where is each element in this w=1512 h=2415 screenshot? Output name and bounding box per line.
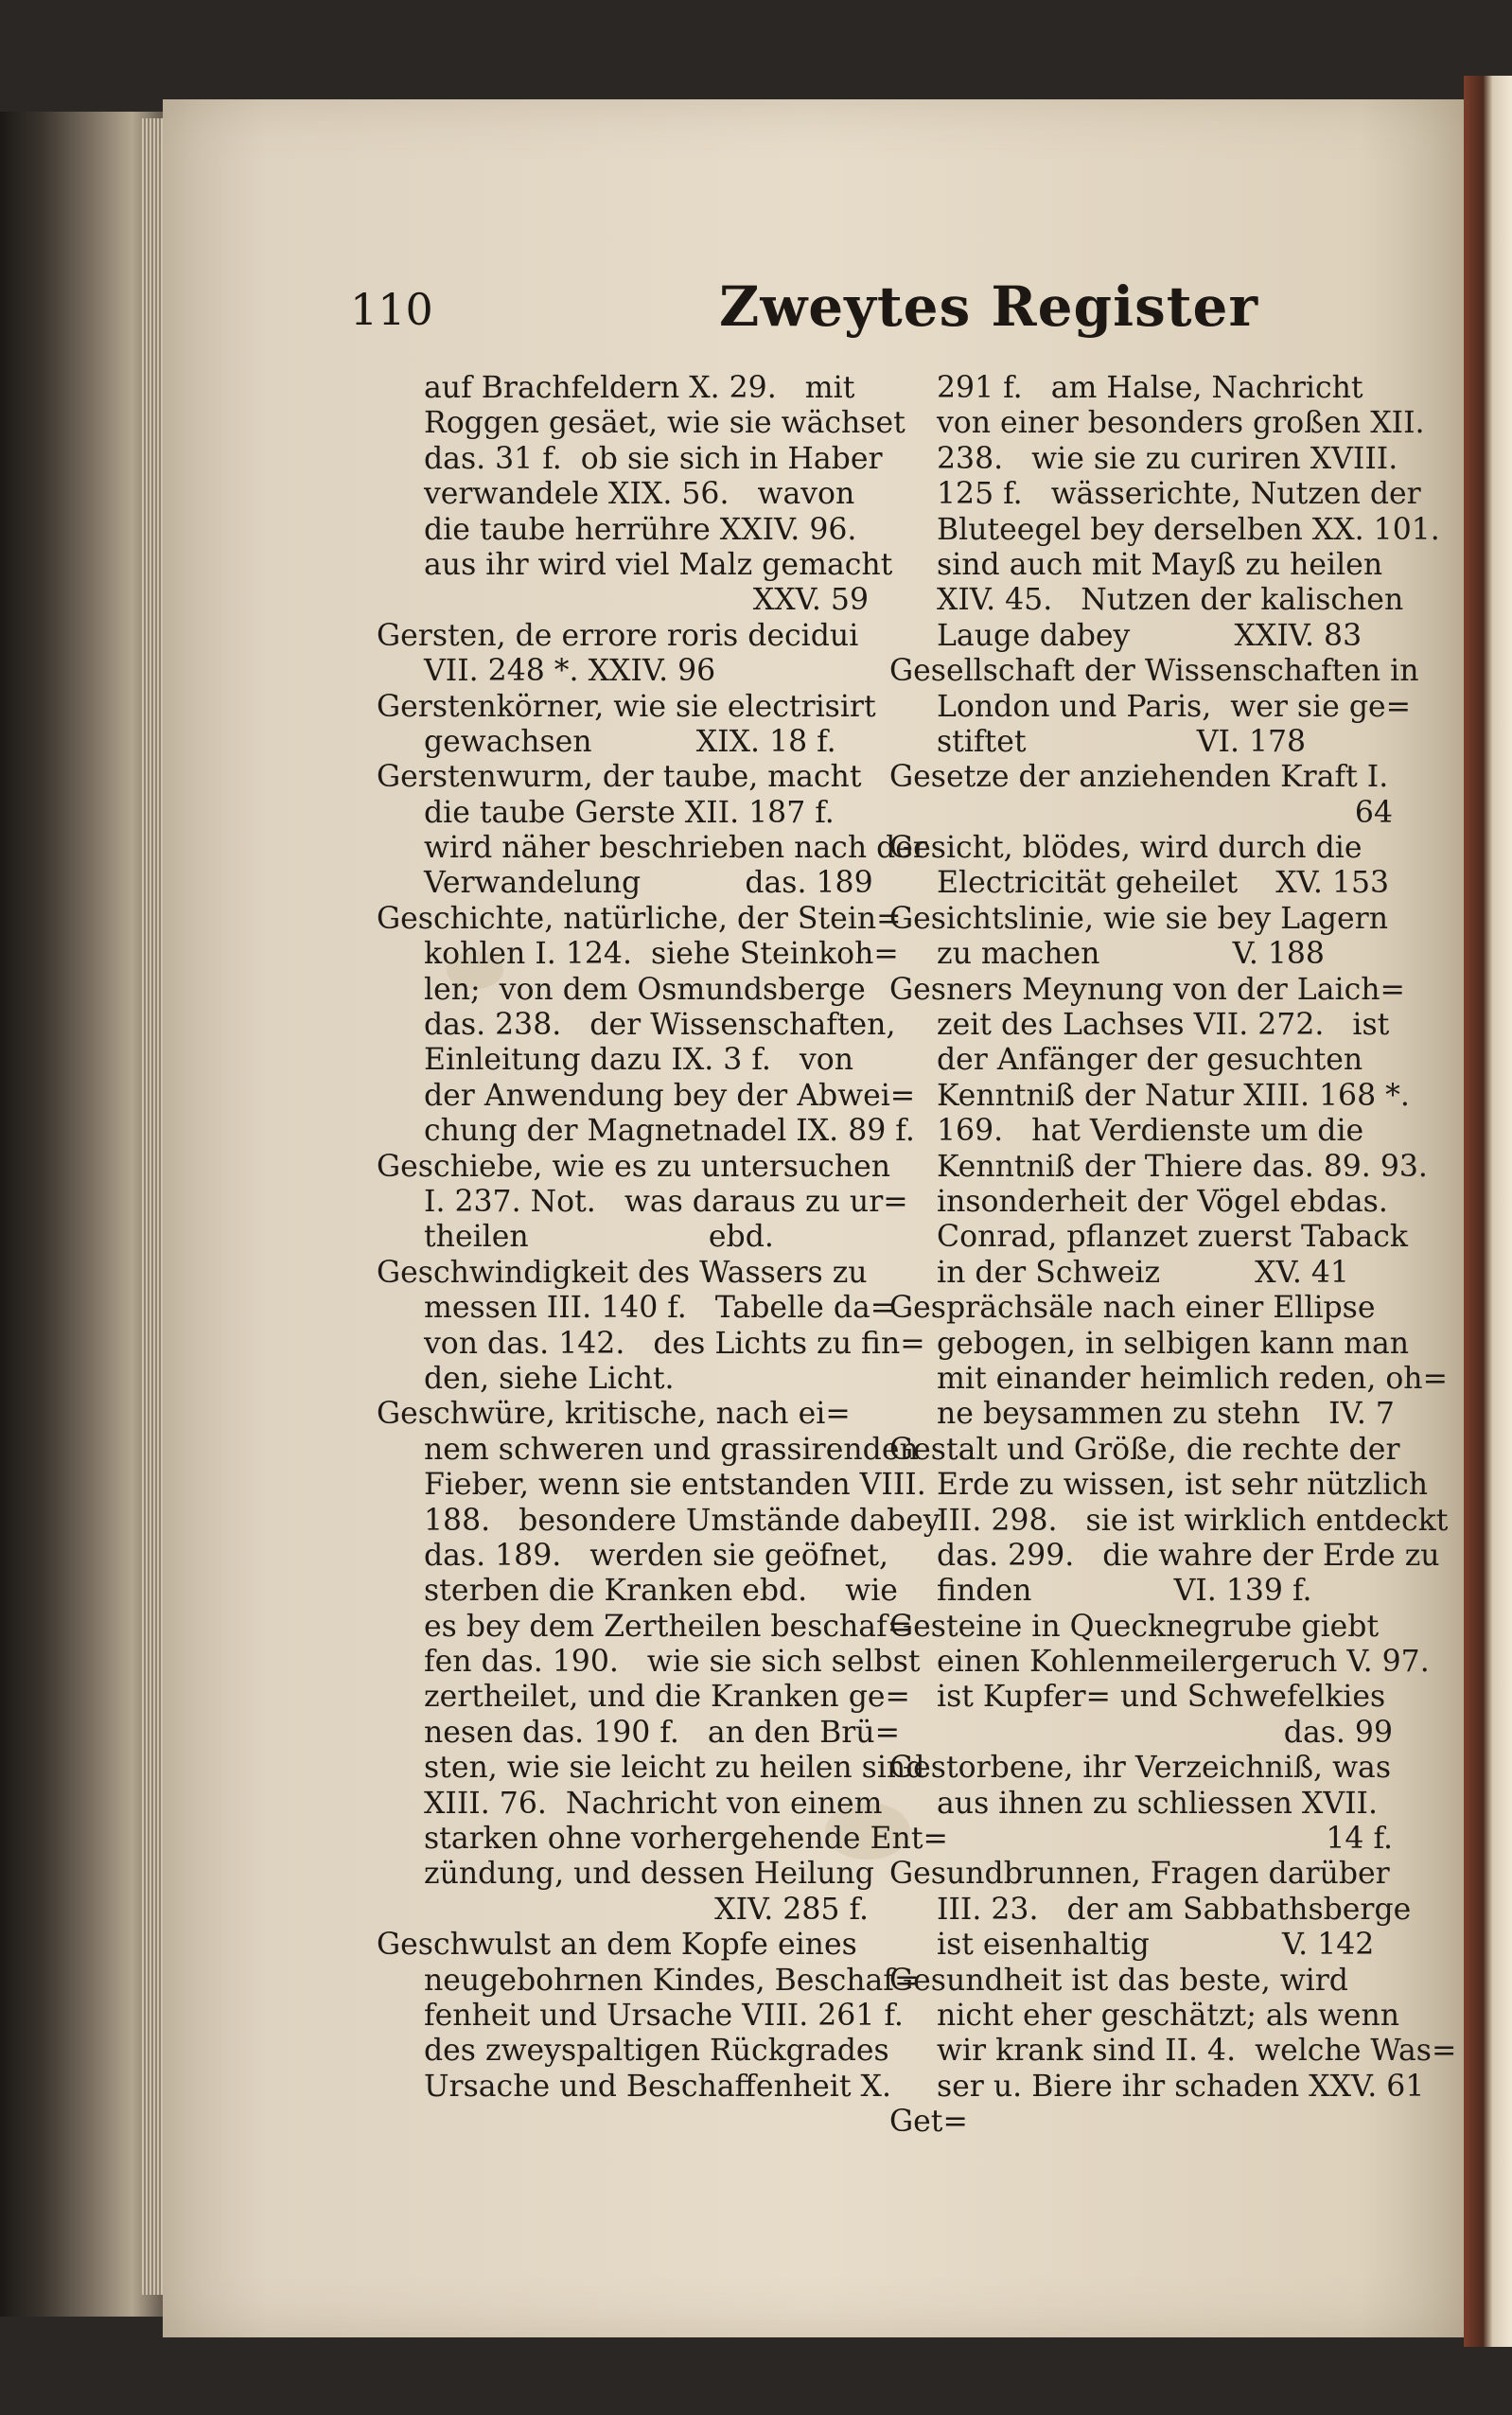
index-line: III. 298. sie ist wirklich entdeckt — [937, 1503, 1449, 1538]
index-line: kohlen I. 124. siehe Steinkoh= — [424, 937, 899, 972]
index-line: insonderheit der Vögel ebdas. — [937, 1184, 1388, 1219]
index-line: chung der Magnetnadel IX. 89 f. — [424, 1114, 915, 1149]
index-line: das. 299. die wahre der Erde zu — [937, 1538, 1440, 1573]
index-line: messen III. 140 f. Tabelle da= — [424, 1291, 896, 1326]
index-line: nicht eher geschätzt; als wenn — [937, 1998, 1400, 2033]
index-line: zertheilet, und die Kranken ge= — [424, 1680, 910, 1715]
index-line: starken ohne vorhergehende Ent= — [424, 1822, 948, 1857]
index-line: mit einander heimlich reden, oh= — [937, 1361, 1448, 1396]
index-line: London und Paris, wer sie ge= — [937, 689, 1412, 724]
index-line: stiftet VI. 178 — [937, 724, 1307, 759]
index-line: gewachsen XIX. 18 f. — [424, 724, 836, 759]
index-line: Gesundbrunnen, Fragen darüber — [889, 1857, 1390, 1892]
index-column-right — [889, 371, 1457, 2141]
index-line: Bluteegel bey derselben XX. 101. — [937, 512, 1440, 547]
index-line: XIII. 76. Nachricht von einem — [424, 1786, 883, 1821]
index-line: VII. 248 *. XXIV. 96 — [424, 654, 716, 689]
page-number: 110 — [350, 284, 433, 335]
index-line: I. 237. Not. was daraus zu ur= — [424, 1184, 908, 1219]
index-line: einen Kohlenmeilergeruch V. 97. — [937, 1645, 1430, 1680]
index-line: 169. hat Verdienste um die — [937, 1114, 1364, 1149]
index-line: Erde zu wissen, ist sehr nützlich — [937, 1468, 1429, 1503]
index-line: das. 189. werden sie geöfnet, — [424, 1538, 889, 1573]
index-line: es bey dem Zertheilen beschaf= — [424, 1609, 913, 1644]
running-title: Zweytes Register — [719, 274, 1259, 339]
index-line: Verwandelung das. 189 — [424, 866, 873, 901]
index-line: den, siehe Licht. — [424, 1361, 675, 1396]
index-line: sten, wie sie leicht zu heilen sind — [424, 1751, 925, 1786]
index-line: verwandele XIX. 56. wavon — [424, 477, 855, 512]
index-line: 14 f. — [1326, 1822, 1393, 1857]
index-line: Geschiebe, wie es zu untersuchen — [377, 1149, 891, 1184]
index-line: Gesellschaft der Wissenschaften in — [889, 654, 1419, 689]
index-line: Lauge dabey XXIV. 83 — [937, 618, 1363, 653]
index-line: zeit des Lachses VII. 272. ist — [937, 1008, 1390, 1043]
index-line: von einer besonders großen XII. — [937, 406, 1425, 441]
index-line: finden VI. 139 f. — [937, 1574, 1312, 1609]
index-line: von das. 142. des Lichts zu fin= — [424, 1326, 925, 1361]
index-line: Geschwulst an dem Kopfe eines — [377, 1928, 857, 1963]
index-line: XIV. 45. Nutzen der kalischen — [937, 583, 1404, 618]
index-line: Gerstenkörner, wie sie electrisirt — [377, 689, 876, 724]
index-line: fen das. 190. wie sie sich selbst — [424, 1645, 921, 1680]
index-line: Einleitung dazu IX. 3 f. von — [424, 1043, 853, 1078]
index-line: Gestalt und Größe, die rechte der — [889, 1432, 1400, 1467]
index-line: der Anfänger der gesuchten — [937, 1043, 1363, 1078]
index-line: Gersten, de errore roris decidui — [377, 618, 859, 653]
index-line: ser u. Biere ihr schaden XXV. 61 — [937, 2069, 1425, 2104]
index-line: Kenntniß der Natur XIII. 168 *. — [937, 1078, 1410, 1113]
index-line: Fieber, wenn sie entstanden VIII. — [424, 1468, 926, 1503]
index-line: Geschichte, natürliche, der Stein= — [377, 901, 902, 936]
index-line: ist Kupfer= und Schwefelkies — [937, 1680, 1386, 1715]
index-line: Gesteine in Quecknegrube giebt — [889, 1609, 1380, 1644]
index-line: auf Brachfeldern X. 29. mit — [424, 371, 855, 405]
index-line: die taube Gerste XII. 187 f. — [424, 795, 835, 830]
index-line: Conrad, pflanzet zuerst Taback — [937, 1220, 1408, 1255]
index-line: Get= — [889, 2105, 968, 2140]
index-line: fenheit und Ursache VIII. 261 f. — [424, 1998, 904, 2033]
index-line: nesen das. 190 f. an den Brü= — [424, 1715, 900, 1750]
index-line: Ursache und Beschaffenheit X. — [424, 2069, 891, 2104]
next-page-edge — [1464, 76, 1512, 2347]
index-line: Kenntniß der Thiere das. 89. 93. — [937, 1149, 1428, 1184]
index-line: Geschwüre, kritische, nach ei= — [377, 1397, 851, 1432]
index-line: des zweyspaltigen Rückgrades — [424, 2034, 889, 2069]
index-line: XIV. 285 f. — [714, 1892, 869, 1927]
index-line: Gesundheit ist das beste, wird — [889, 1963, 1348, 1998]
page-header — [350, 274, 1400, 350]
index-line: sind auch mit Mayß zu heilen — [937, 547, 1383, 582]
index-line: 188. besondere Umstände dabey — [424, 1503, 941, 1538]
index-line: ne beysammen zu stehn IV. 7 — [937, 1397, 1395, 1432]
index-line: 238. wie sie zu curiren XVIII. — [937, 441, 1398, 476]
index-line: wird näher beschrieben nach der — [424, 831, 927, 866]
index-line: 291 f. am Halse, Nachricht — [937, 371, 1363, 405]
index-line: Roggen gesäet, wie sie wächset — [424, 406, 905, 441]
index-line: wir krank sind II. 4. welche Was= — [937, 2034, 1457, 2069]
index-line: Geschwindigkeit des Wassers zu — [377, 1255, 868, 1290]
index-line: 64 — [1354, 795, 1393, 830]
index-line: Gesprächsäle nach einer Ellipse — [889, 1291, 1376, 1326]
index-line: 125 f. wässerichte, Nutzen der — [937, 477, 1421, 512]
index-line: nem schweren und grassirenden — [424, 1432, 919, 1467]
index-line: aus ihnen zu schliessen XVII. — [937, 1786, 1378, 1821]
index-line: das. 31 f. ob sie sich in Haber — [424, 441, 883, 476]
index-line: gebogen, in selbigen kann man — [937, 1326, 1410, 1361]
index-line: das. 99 — [1283, 1715, 1393, 1750]
index-line: aus ihr wird viel Malz gemacht — [424, 547, 893, 582]
index-line: theilen ebd. — [424, 1220, 774, 1255]
index-line: neugebohrnen Kindes, Beschaf= — [424, 1963, 920, 1998]
index-line: zu machen V. 188 — [937, 937, 1325, 972]
index-line: das. 238. der Wissenschaften, — [424, 1008, 896, 1043]
index-line: der Anwendung bey der Abwei= — [424, 1078, 916, 1113]
index-line: Electricität geheilet XV. 153 — [937, 866, 1390, 901]
index-line: ist eisenhaltig V. 142 — [937, 1928, 1375, 1963]
index-line: zündung, und dessen Heilung — [424, 1857, 874, 1892]
book-fore-edge — [0, 112, 166, 2317]
index-column-left — [377, 371, 948, 2105]
index-line: die taube herrühre XXIV. 96. — [424, 512, 857, 547]
index-line: len; von dem Osmundsberge — [424, 972, 866, 1007]
index-line: III. 23. der am Sabbathsberge — [937, 1892, 1412, 1927]
index-line: Gerstenwurm, der taube, macht — [377, 760, 862, 795]
index-line: Gesetze der anziehenden Kraft I. — [889, 760, 1389, 795]
index-line: Gestorbene, ihr Verzeichniß, was — [889, 1751, 1391, 1786]
index-line: Gesicht, blödes, wird durch die — [889, 831, 1363, 866]
index-line: sterben die Kranken ebd. wie — [424, 1574, 898, 1609]
index-line: XXV. 59 — [752, 583, 869, 618]
index-line: Gesichtslinie, wie sie bey Lagern — [889, 901, 1389, 936]
index-line: in der Schweiz XV. 41 — [937, 1255, 1349, 1290]
index-line: Gesners Meynung von der Laich= — [889, 972, 1405, 1007]
